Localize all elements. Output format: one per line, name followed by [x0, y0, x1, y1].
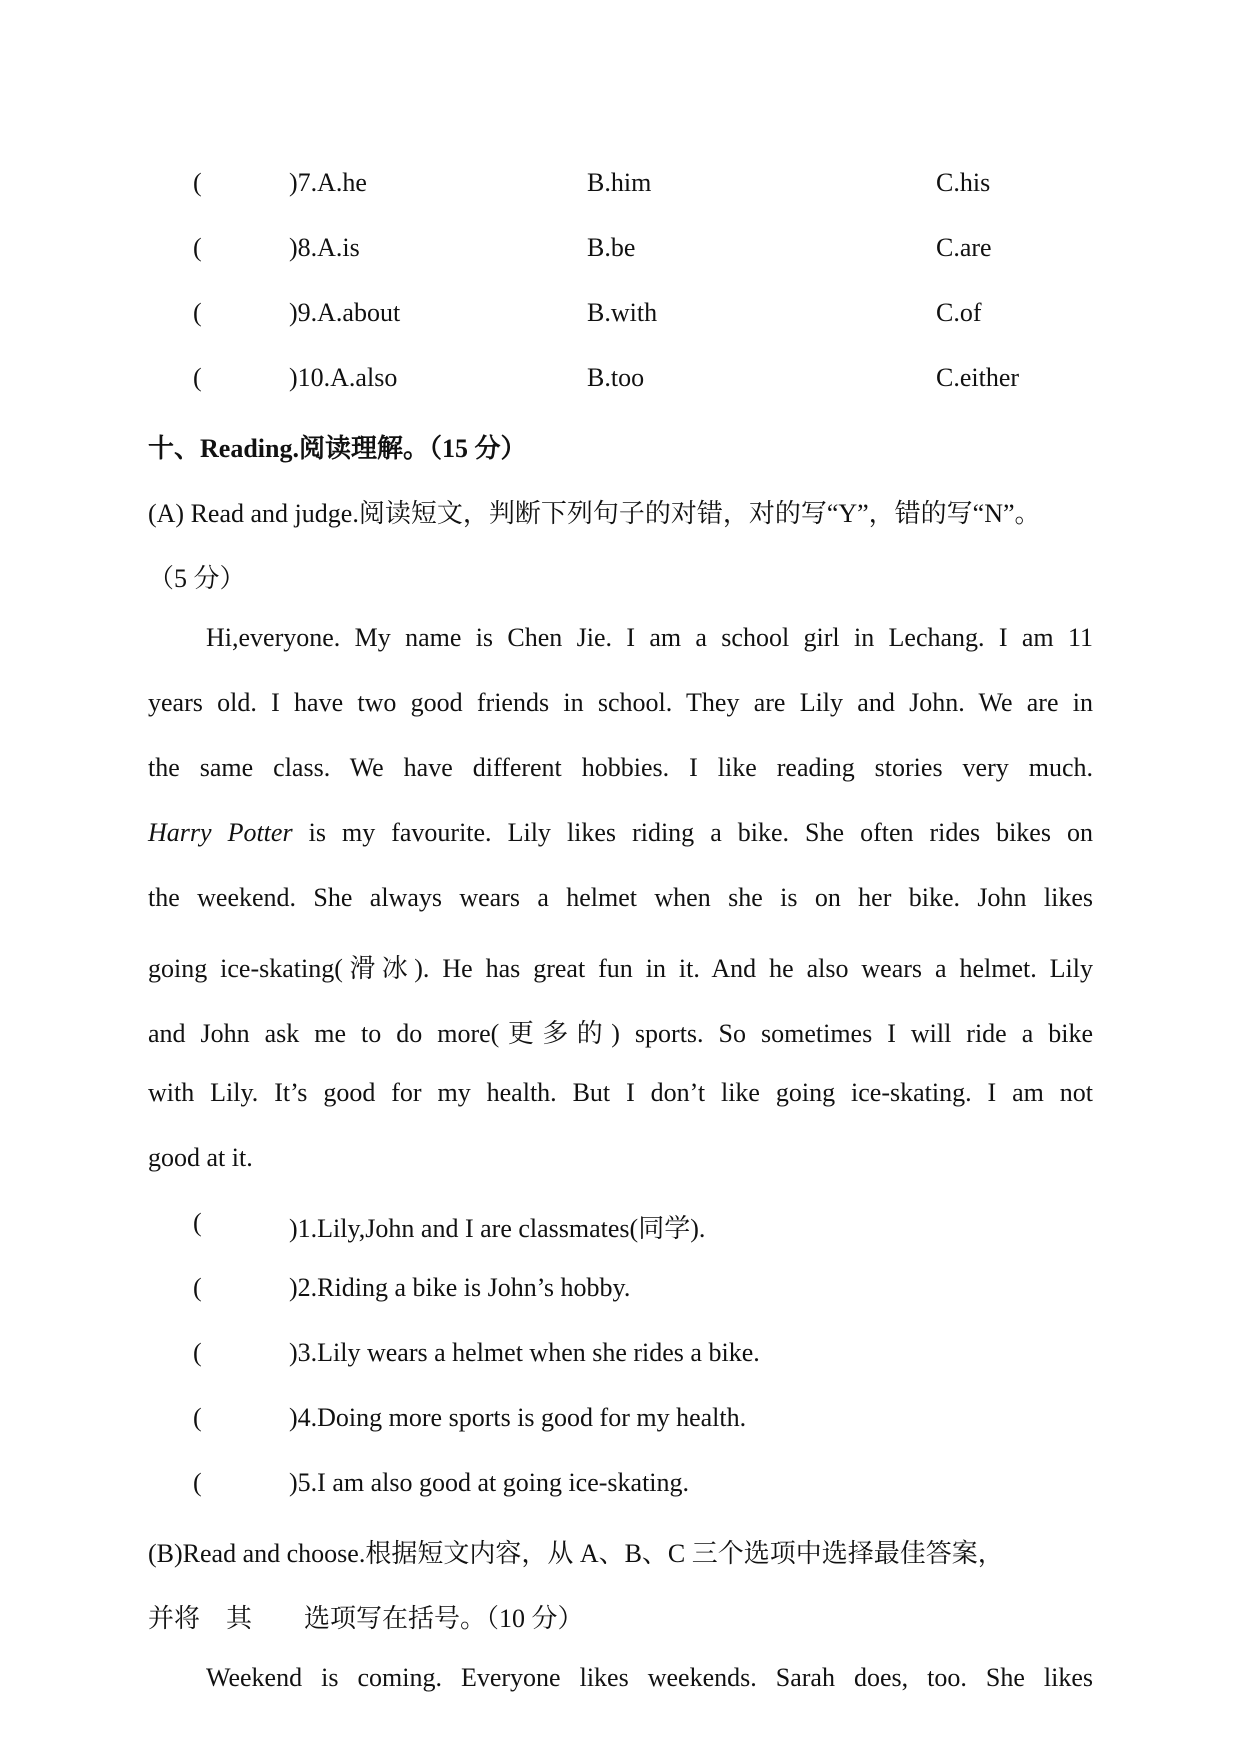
- option-a: )7.A.he: [289, 168, 367, 197]
- book-title: Harry Potter: [148, 818, 293, 847]
- section-heading: 十、Reading.阅读理解。（15 分）: [148, 434, 527, 463]
- judge-text: )1.Lily,John and I are classmates(同学).: [289, 1214, 706, 1243]
- passage-line: Weekend is coming. Everyone likes weekends. Sarah does, too. She likes: [206, 1663, 1093, 1692]
- passage-line: years old. I have two good friends in school. They are Lily and John. We are in: [148, 688, 1093, 717]
- option-c: C.either: [936, 363, 1020, 392]
- passage-line: Hi,everyone. My name is Chen Jie. I am a school girl in Lechang. I am 11: [206, 623, 1093, 652]
- passage-line: and John ask me to do more(更多的) sports. So sometimes I will ride a bike: [148, 1019, 1093, 1048]
- answer-paren[interactable]: (: [193, 1208, 202, 1237]
- passage-text: is my favourite. Lily likes riding a bike. She often rides bikes on: [292, 818, 1093, 847]
- passage-line: [148, 818, 1093, 848]
- passage-line: the weekend. She always wears a helmet when she is on her bike. John likes: [148, 883, 1093, 912]
- option-c: C.his: [936, 168, 991, 197]
- judge-text: )5.I am also good at going ice-skating.: [289, 1468, 690, 1497]
- part-b-instruction-cont: 并将 其 选项写在括号。（10 分）: [148, 1604, 584, 1633]
- answer-paren[interactable]: (: [193, 1273, 202, 1302]
- option-a: )9.A.about: [289, 298, 401, 327]
- option-b: B.be: [587, 233, 636, 262]
- answer-paren[interactable]: (: [193, 168, 202, 197]
- passage-line: with Lily. It’s good for my health. But I don’t like going ice-skating. I am not: [148, 1078, 1093, 1107]
- answer-paren[interactable]: (: [193, 1403, 202, 1432]
- passage-line: good at it.: [148, 1143, 253, 1172]
- passage-line: going ice-skating(滑冰). He has great fun in it. And he also wears a helmet. Lily: [148, 954, 1093, 983]
- option-b: B.with: [587, 298, 658, 327]
- option-c: C.of: [936, 298, 982, 327]
- part-b-instruction: (B)Read and choose.根据短文内容，从 A、B、C 三个选项中选择最佳答案，: [148, 1539, 1004, 1568]
- answer-paren[interactable]: (: [193, 1468, 202, 1497]
- answer-paren[interactable]: (: [193, 1338, 202, 1367]
- option-c: C.are: [936, 233, 992, 262]
- answer-paren[interactable]: (: [193, 298, 202, 327]
- answer-paren[interactable]: (: [193, 233, 202, 262]
- passage-line: the same class. We have different hobbies. I like reading stories very much.: [148, 753, 1093, 782]
- part-a-score: （5 分）: [148, 564, 246, 593]
- judge-text: )3.Lily wears a helmet when she rides a bike.: [289, 1338, 760, 1367]
- judge-text: )4.Doing more sports is good for my health.: [289, 1403, 747, 1432]
- option-b: B.him: [587, 168, 652, 197]
- option-a: )8.A.is: [289, 233, 360, 262]
- option-a: )10.A.also: [289, 363, 398, 392]
- part-a-instruction: (A) Read and judge.阅读短文，判断下列句子的对错，对的写“Y”，错的写“N”。: [148, 499, 1041, 528]
- judge-text: )2.Riding a bike is John’s hobby.: [289, 1273, 631, 1302]
- answer-paren[interactable]: (: [193, 363, 202, 392]
- option-b: B.too: [587, 363, 645, 392]
